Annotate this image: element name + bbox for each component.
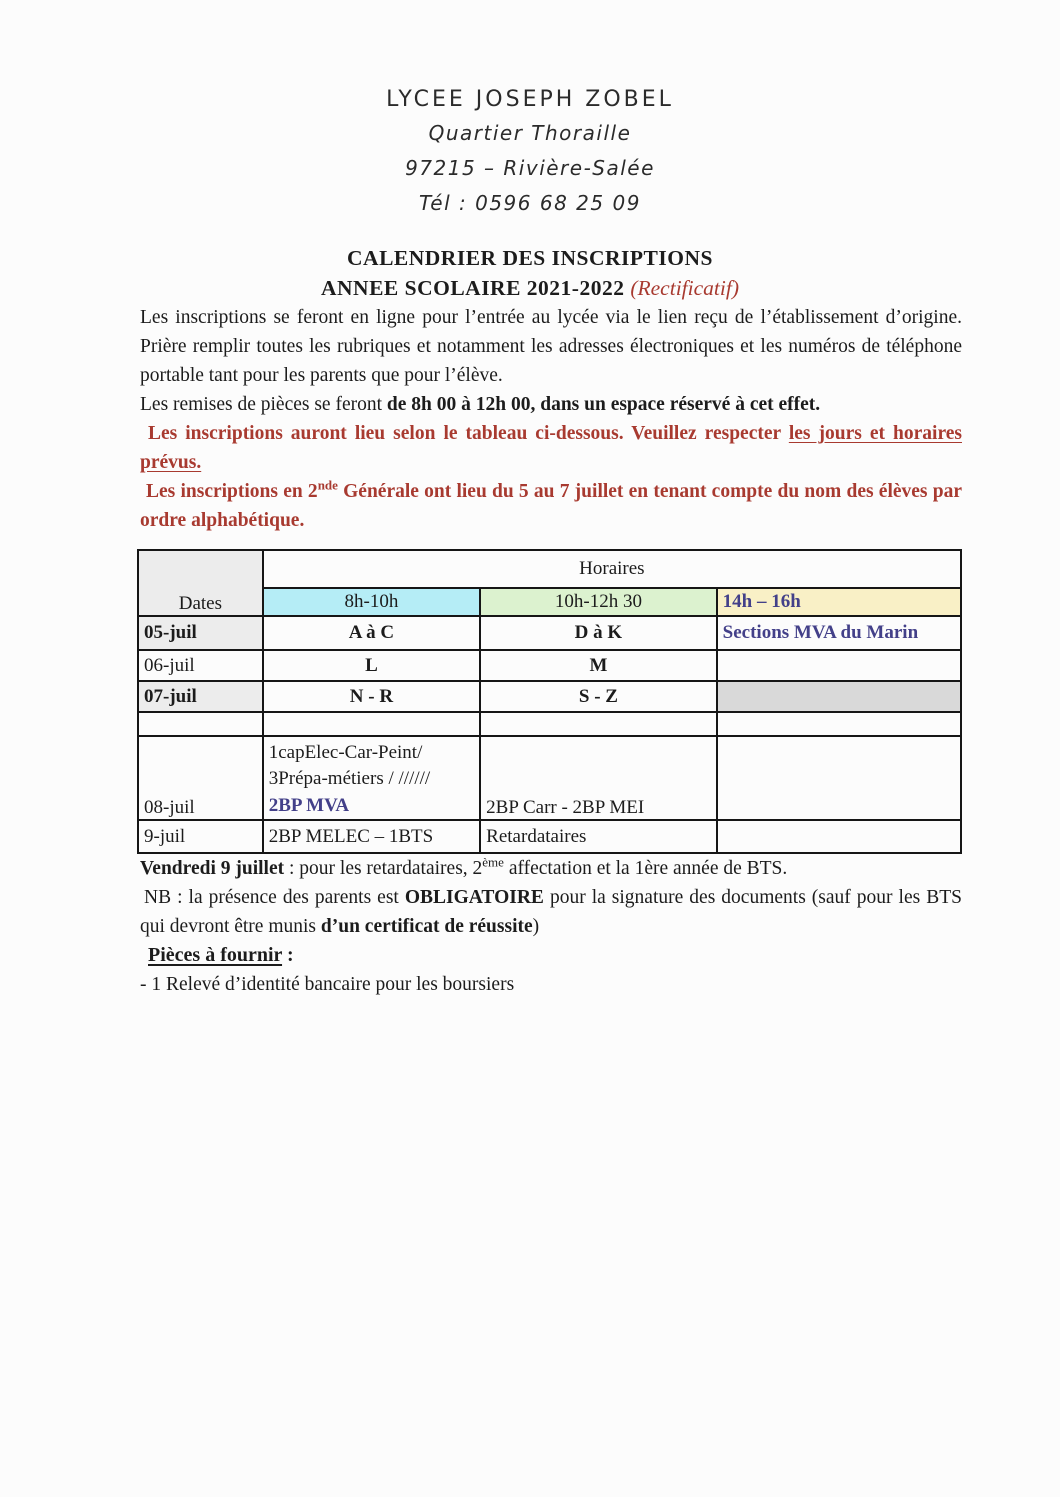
paragraph-vendredi-9-juillet: Vendredi 9 juillet : pour les retardataires, 2ème affectation et la 1ère année de BTS. [140,854,788,879]
paragraph-online-registration: Les inscriptions se feront en ligne pour l’entrée au lycée via le lien reçu de l’établissement d’origine. Prière remplir toutes les rubriques et notamment les adresses électroniques et les numéros de téléphone portable tant pour les parents que pour l’élève. [140,307,962,386]
date-cell: 08-juil [138,736,263,820]
section-heading-pieces-a-fournir: Pièces à fournir : [148,944,294,966]
subtitle-year: ANNEE SCOLAIRE 2021-2022 [320,276,625,300]
cell-line: 3Prépa-métiers / ////// [268,768,431,789]
date-cell: 05-juil [138,616,263,650]
table-row-07-juil [138,681,961,712]
table-cell: D à K [480,616,716,650]
table-header-dates: Dates [138,550,263,616]
table-cell: Sections MVA du Marin [717,616,961,650]
table-row-06-juil [138,650,961,681]
table-cell-shaded [717,681,961,712]
timeslot-10h-12h30: 10h-12h 30 [480,588,716,616]
date-cell: 07-juil [138,681,263,712]
table-cell [480,712,716,736]
table-cell [717,650,961,681]
table-cell: S - Z [480,681,716,712]
phone-line: Tél : 0596 68 25 09 [419,191,641,215]
table-cell: L [263,650,480,681]
timeslot-14h-16h: 14h – 16h [717,588,961,616]
table-cell: M [480,650,716,681]
date-cell: 9-juil [138,820,263,853]
table-row-08-juil [138,736,961,820]
cell-line: 1capElec-Car-Peint/ [268,741,423,763]
document-title: CALENDRIER DES INSCRIPTIONS [347,246,713,270]
letterhead [0,0,1060,221]
table-cell: 2BP MELEC – 1BTS [263,820,480,853]
table-header-horaires: Horaires [263,550,961,588]
paragraph-nb-parents: NB : la présence des parents est OBLIGATOIRE pour la signature des documents (sauf pour les BTS qui devront être munis d’un certificat de réussite) [140,887,962,937]
table-row-9-juil [138,820,961,853]
table-cell-multiline [263,736,480,820]
paragraph-document-dropoff: Les remises de pièces se feront de 8h 00 à 12h 00, dans un espace réservé à cet effet. [140,394,821,415]
school-name: LYCEE JOSEPH ZOBEL [386,87,674,112]
rectificatif-note: (Rectificatif) [630,276,739,300]
paragraph-seconde-generale: Les inscriptions en 2nde Générale ont lieu du 5 au 7 juillet en tenant compte du nom des élèves par ordre alphabétique. [140,477,962,531]
timeslot-8h-10h: 8h-10h [263,588,480,616]
list-item-rib: - 1 Relevé d’identité bancaire pour les boursiers [140,974,515,995]
table-cell: Retardataires [480,820,716,853]
address-line-2: 97215 – Rivière-Salée [405,156,655,180]
paragraph-schedule-warning: Les inscriptions auront lieu selon le tableau ci-dessous. Veuillez respecter les jours et horaires prévus. [140,423,962,473]
table-cell [263,712,480,736]
date-cell: 06-juil [138,650,263,681]
table-cell: 2BP Carr - 2BP MEI [480,736,716,820]
table-cell: N - R [263,681,480,712]
inscription-calendar-table [137,549,962,854]
table-cell [717,736,961,820]
document-body [140,303,962,999]
document-subtitle [0,273,1060,303]
document-title-block [0,243,1060,303]
cell-line: 2BP MVA [268,794,350,816]
address-line-1: Quartier Thoraille [428,121,632,145]
table-cell [717,820,961,853]
table-cell [717,712,961,736]
table-cell: A à C [263,616,480,650]
table-row-horaires [138,550,961,588]
table-row-05-juil [138,616,961,650]
table-row-empty [138,712,961,736]
date-cell [138,712,263,736]
